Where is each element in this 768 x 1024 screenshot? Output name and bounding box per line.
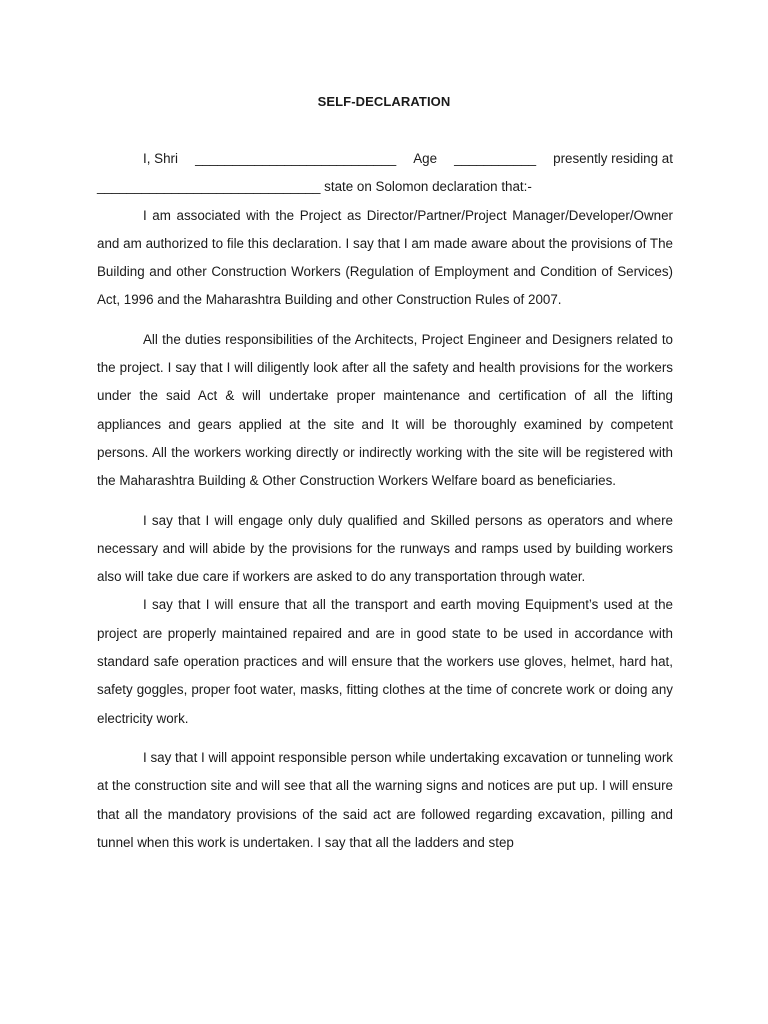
age-blank: ___________ <box>454 151 537 166</box>
intro-i-shri: I, Shri <box>143 151 178 166</box>
document-body <box>97 145 673 857</box>
intro-line-1 <box>97 145 673 173</box>
age-label: Age <box>413 151 438 166</box>
document-title: SELF-DECLARATION <box>317 94 451 109</box>
paragraph-1: I am associated with the Project as Director/Partner/Project Manager/Developer/Owner and am authorized to file this declaration. I say that I am made aware about the provisions of The Building and other Construction Workers (Regulation of Employment and Condition of Services) Act, 1996 and the Maharashtra Building and other Construction Rules of 2007. <box>97 207 673 308</box>
paragraph-3: I say that I will engage only duly qualified and Skilled persons as operators and where necessary and will abide by the provisions for the runways and ramps used by building workers also will take due care if workers are asked to do any transportation through water. <box>97 512 673 585</box>
address-blank: ______________________________ <box>97 179 321 195</box>
intro-line-2 <box>97 173 673 201</box>
residing-text: presently residing at <box>553 151 673 166</box>
name-blank: ___________________________ <box>195 151 397 166</box>
paragraph-2: All the duties responsibilities of the Architects, Project Engineer and Designers related to the project. I say that I will diligently look after all the safety and health provisions for the workers under the said Act & will undertake proper maintenance and certification of all the lifting appliances and gears applied at the site and It will be thoroughly examined by competent persons. All the workers working directly or indirectly working with the site will be registered with the Maharashtra Building & Other Construction Workers Welfare board as beneficiaries. <box>97 331 673 489</box>
paragraph-5: I say that I will appoint responsible person while undertaking excavation or tunneling work at the construction site and will see that all the warning signs and notices are put up. I will ensure that all the mandatory provisions of the said act are followed regarding excavation, pilling and tunnel when this work is undertaken. I say that all the ladders and step <box>97 749 673 850</box>
paragraph-4: I say that I will ensure that all the transport and earth moving Equipment’s used at the project are properly maintained repaired and are in good state to be used in accordance with standard safe operation practices and will ensure that the workers use gloves, helmet, hard hat, safety goggles, proper foot water, masks, fitting clothes at the time of concrete work or doing any electricity work. <box>97 597 673 726</box>
state-text: state on Solomon declaration that:- <box>324 179 532 195</box>
